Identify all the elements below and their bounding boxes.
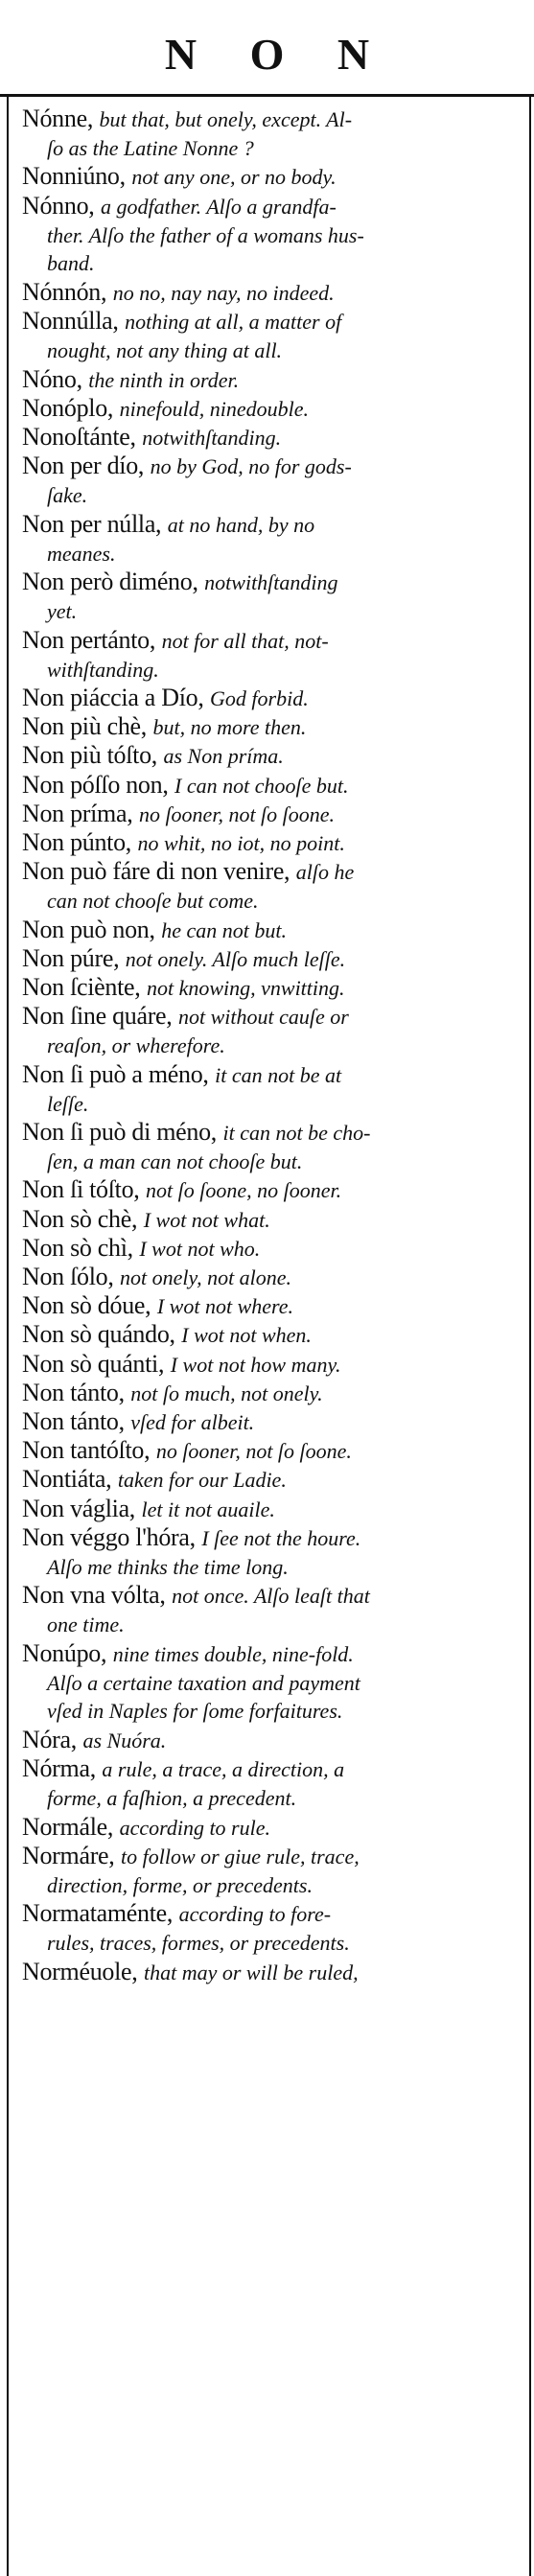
entry-first-line — [22, 365, 239, 393]
dictionary-entry — [22, 1899, 520, 1958]
entry-first-line — [22, 162, 337, 190]
entry-first-line — [22, 278, 335, 306]
entry-headword: Nórma, — [22, 1754, 96, 1783]
entry-continuation: nought, not any thing at all. — [47, 338, 283, 363]
entry-first-line — [22, 1263, 291, 1290]
entry-headword: Nóno, — [22, 364, 82, 393]
entry-definition: I ſee not the houre. — [201, 1525, 361, 1550]
dictionary-entry — [22, 192, 520, 250]
dictionary-entry — [22, 1581, 520, 1639]
entry-headword: Non váglia, — [22, 1494, 136, 1522]
entry-first-line — [22, 1842, 360, 1869]
entry-first-line — [22, 916, 287, 943]
entry-continuation: ther. Alſo the father of a womans hus- — [47, 222, 364, 247]
entry-definition: according to fore- — [178, 1902, 332, 1927]
entry-continuation: yet. — [47, 599, 78, 624]
entry-first-line — [22, 510, 314, 538]
entry-continuation: band. — [47, 251, 95, 275]
entry-definition: alſo he — [295, 860, 355, 885]
dictionary-entry — [22, 1726, 520, 1755]
entry-continuation: reaſon, or wherefore. — [47, 1033, 225, 1058]
entry-first-line — [22, 307, 341, 335]
entry-definition: at no hand, by no — [167, 512, 315, 537]
entry-definition: I wot not where. — [156, 1294, 294, 1319]
entry-definition: notwithſtanding. — [142, 426, 282, 451]
entry-headword: Normáre, — [22, 1842, 115, 1869]
entry-definition: not once. Alſo leaſt that — [172, 1584, 370, 1609]
entry-headword: Non vna vólta, — [22, 1581, 166, 1610]
dictionary-entry — [22, 1350, 520, 1380]
entry-first-line — [22, 857, 354, 885]
entry-headword: Non però diméno, — [22, 568, 198, 596]
dictionary-entry — [22, 1407, 520, 1437]
dictionary-entry — [22, 568, 520, 626]
dictionary-entry — [22, 1291, 520, 1321]
entry-definition: not onely. Alſo much leſſe. — [125, 946, 346, 971]
entry-continuation: vſed in Naples for ſome forfaitures. — [47, 1699, 343, 1723]
entry-first-line — [22, 1726, 166, 1753]
entry-headword: Non ſólo, — [22, 1263, 114, 1290]
entry-definition: I wot not who. — [139, 1236, 261, 1261]
entry-continuation: meanes. — [47, 541, 116, 566]
entry-headword: Non più chè, — [22, 712, 147, 741]
entry-continuation: Alſo me thinks the time long. — [47, 1554, 289, 1579]
entry-continuation: one time. — [47, 1613, 125, 1637]
entry-headword: Non púnto, — [22, 828, 132, 856]
entry-first-line — [22, 1002, 349, 1030]
dictionary-entry — [22, 1958, 520, 1987]
entry-definition: not knowing, vnwitting. — [146, 976, 345, 1000]
dictionary-entry — [22, 626, 520, 685]
entry-first-line — [22, 1205, 270, 1233]
dictionary-entry — [22, 249, 520, 278]
entry-headword: Nónne, — [22, 104, 94, 132]
entry-first-line — [22, 1495, 275, 1522]
entry-continuation: rules, traces, formes, or precedents. — [47, 1931, 350, 1956]
entry-continuation: direction, forme, or precedents. — [47, 1873, 313, 1897]
entry-definition: taken for our Ladie. — [117, 1468, 287, 1493]
entry-first-line — [22, 741, 284, 769]
dictionary-entry — [22, 1263, 520, 1292]
entry-first-line — [22, 1320, 312, 1348]
entry-headword: Normataménte, — [22, 1899, 174, 1928]
entry-definition: I can not chooſe but. — [174, 773, 349, 798]
dictionary-entry — [22, 423, 520, 453]
dictionary-entry — [22, 712, 520, 742]
dictionary-entry — [22, 1234, 520, 1264]
dictionary-entry — [22, 365, 520, 395]
entry-definition: not onely, not alone. — [120, 1265, 292, 1289]
entry-headword: Non sò chì, — [22, 1233, 133, 1262]
entry-headword: Non per dío, — [22, 452, 145, 480]
entry-headword: Nónno, — [22, 191, 95, 220]
entry-definition: no whit, no iot, no point. — [137, 831, 345, 855]
entry-continuation: can not chooſe but come. — [47, 889, 259, 914]
dictionary-entry — [22, 684, 520, 713]
entry-first-line — [22, 1899, 331, 1927]
entry-definition: not ſo ſoone, no ſooner. — [146, 1178, 342, 1203]
entry-definition: nine times double, nine-fold. — [112, 1641, 354, 1666]
dictionary-entry — [22, 1697, 520, 1726]
entry-first-line — [22, 1639, 354, 1667]
dictionary-entry — [22, 1320, 520, 1350]
entry-headword: Non ſi tóſto, — [22, 1175, 140, 1204]
entry-definition: no ſooner, not ſo ſoone. — [155, 1439, 352, 1464]
dictionary-entry — [22, 1205, 520, 1235]
entry-headword: Non può fáre di non venire, — [22, 857, 290, 886]
entry-first-line — [22, 1407, 254, 1435]
dictionary-entry — [22, 1813, 520, 1843]
dictionary-entry — [22, 1523, 520, 1582]
entry-headword: Non più tóſto, — [22, 741, 157, 770]
dictionary-entry — [22, 800, 520, 829]
dictionary-entry — [22, 510, 520, 569]
entry-headword: Nóra, — [22, 1726, 77, 1754]
dictionary-entry — [22, 162, 520, 192]
entry-first-line — [22, 1958, 359, 1985]
entry-headword: Non sò dóue, — [22, 1291, 151, 1320]
entry-first-line — [22, 973, 345, 1001]
entry-definition: he can not but. — [161, 917, 287, 942]
dictionary-entry — [22, 1175, 520, 1205]
entry-definition: not ſo much, not onely. — [130, 1381, 323, 1405]
entry-headword: Non può non, — [22, 915, 155, 943]
dictionary-entry — [22, 771, 520, 801]
entry-headword: Non per núlla, — [22, 509, 162, 538]
dictionary-entry — [22, 1379, 520, 1408]
dictionary-entry — [22, 307, 520, 365]
entry-first-line — [22, 1291, 293, 1319]
entry-first-line — [22, 1234, 260, 1262]
entry-definition: I wot not what. — [143, 1207, 270, 1232]
entry-definition: as Nuóra. — [82, 1729, 167, 1753]
dictionary-entry — [22, 1118, 520, 1176]
entry-definition: to follow or giue rule, trace, — [121, 1845, 360, 1868]
entry-definition: no no, nay nay, no indeed. — [112, 281, 335, 306]
entry-first-line — [22, 1581, 370, 1609]
entry-first-line — [22, 1523, 360, 1551]
entry-definition: but, no more then. — [152, 715, 307, 740]
dictionary-entry — [22, 452, 520, 510]
entry-continuation: ſake. — [47, 483, 88, 508]
dictionary-entry — [22, 857, 520, 916]
entry-first-line — [22, 712, 306, 740]
entry-headword: Nontiáta, — [22, 1465, 112, 1494]
running-head: N O N — [164, 30, 391, 79]
entry-definition: I wot not when. — [181, 1323, 312, 1348]
dictionary-entry — [22, 1060, 520, 1119]
entry-definition: a rule, a trace, a direction, a — [102, 1757, 345, 1782]
dictionary-entry — [22, 1495, 520, 1524]
entry-definition: let it not auaile. — [141, 1497, 275, 1521]
entry-definition: a godfather. Alſo a grandfa- — [100, 194, 337, 219]
entry-definition: vſed for albeit. — [130, 1410, 255, 1434]
entry-continuation: withſtanding. — [47, 657, 159, 682]
entry-definition: notwithſtanding — [204, 570, 338, 595]
dictionary-entry — [22, 1639, 520, 1698]
entry-first-line — [22, 828, 345, 856]
entry-headword: Non tantóſto, — [22, 1436, 151, 1465]
dictionary-entry — [22, 916, 520, 945]
dictionary-entry — [22, 1436, 520, 1466]
entry-headword: Non pertánto, — [22, 625, 156, 654]
entry-first-line — [22, 1060, 341, 1088]
entry-headword: Non véggo l'hóra, — [22, 1522, 196, 1551]
entry-first-line — [22, 394, 309, 422]
entry-definition: it can not be at — [215, 1062, 342, 1087]
entry-definition: nothing at all, a matter of — [125, 310, 342, 335]
dictionary-entry — [22, 973, 520, 1003]
entry-headword: Nonóplo, — [22, 394, 114, 422]
dictionary-entry — [22, 741, 520, 771]
dictionary-entry — [22, 944, 520, 974]
entry-definition: God forbid. — [210, 686, 309, 710]
entry-definition: that may or will be ruled, — [143, 1960, 359, 1984]
entry-first-line — [22, 452, 352, 479]
entry-definition: not for all that, not- — [161, 628, 329, 653]
entry-first-line — [22, 423, 281, 451]
entry-headword: Non tánto, — [22, 1378, 125, 1406]
entry-headword: Nonniúno, — [22, 162, 126, 191]
entry-definition: ninefould, ninedouble. — [119, 397, 309, 421]
entry-continuation: leſſe. — [47, 1091, 89, 1116]
entry-headword: Non púre, — [22, 943, 120, 972]
dictionary-entry — [22, 1842, 520, 1900]
entry-first-line — [22, 1118, 370, 1146]
entry-definition: no by God, no for gods- — [150, 454, 352, 479]
entry-headword: Non sò chè, — [22, 1204, 138, 1233]
entry-first-line — [22, 1175, 341, 1203]
dictionary-entry — [22, 1002, 520, 1060]
entry-definition: as Non príma. — [163, 744, 284, 769]
entry-definition: it can not be cho- — [222, 1121, 371, 1145]
dictionary-entry — [22, 1465, 520, 1495]
entry-headword: Non ſine quáre, — [22, 1002, 173, 1031]
entry-headword: Nónnón, — [22, 278, 107, 307]
dictionary-entry — [22, 828, 520, 858]
entry-definition: no ſooner, not ſo ſoone. — [138, 801, 336, 826]
entry-headword: Non ſciènte, — [22, 973, 141, 1001]
entry-first-line — [22, 1436, 352, 1464]
entry-first-line — [22, 1754, 344, 1782]
entry-first-line — [22, 800, 335, 827]
entry-first-line — [22, 1813, 270, 1841]
entry-headword: Non sò quándo, — [22, 1320, 175, 1349]
entry-definition: but that, but onely, except. Al- — [99, 107, 353, 131]
entry-first-line — [22, 771, 349, 799]
entry-headword: Non ſi può a méno, — [22, 1059, 209, 1088]
entry-definition: according to rule. — [119, 1815, 270, 1840]
entry-first-line — [22, 944, 345, 972]
entry-first-line — [22, 1350, 341, 1378]
entry-definition: not without cauſe or — [178, 1005, 349, 1030]
entry-first-line — [22, 192, 337, 220]
entry-first-line — [22, 104, 352, 132]
entry-definition: I wot not how many. — [170, 1352, 341, 1377]
entry-headword: Non póſſo non, — [22, 770, 169, 799]
entry-headword: Non ſi può di méno, — [22, 1118, 218, 1146]
entry-continuation: Alſo a certaine taxation and payment — [47, 1670, 360, 1695]
entry-continuation: forme, a faſhion, a precedent. — [47, 1786, 297, 1811]
entry-headword: Nonoſtánte, — [22, 423, 136, 452]
entry-first-line — [22, 568, 338, 595]
entry-first-line — [22, 1379, 323, 1406]
entry-headword: Non piáccia a Dío, — [22, 684, 204, 711]
entry-continuation: ſo as the Latine Nonne ? — [47, 136, 254, 160]
entry-headword: Non tánto, — [22, 1407, 125, 1435]
dictionary-entry — [22, 1754, 520, 1813]
entry-continuation: ſen, a man can not chooſe but. — [47, 1149, 303, 1173]
entry-headword: Nonnúlla, — [22, 307, 119, 336]
entry-headword: Norméuole, — [22, 1957, 138, 1985]
page-header — [0, 0, 534, 96]
dictionary-entry — [22, 278, 520, 308]
dictionary-entry — [22, 394, 520, 424]
entry-first-line — [22, 684, 309, 711]
entry-definition: the ninth in order. — [88, 367, 240, 392]
dictionary-entry — [22, 104, 520, 163]
entry-definition: not any one, or no body. — [131, 165, 337, 190]
entry-headword: Non príma, — [22, 799, 133, 827]
entry-headword: Normále, — [22, 1812, 114, 1841]
entry-headword: Nonúpo, — [22, 1638, 107, 1667]
entry-first-line — [22, 1465, 287, 1493]
entry-first-line — [22, 626, 329, 654]
entry-headword: Non sò quánti, — [22, 1349, 165, 1378]
entry-column — [7, 97, 531, 2576]
